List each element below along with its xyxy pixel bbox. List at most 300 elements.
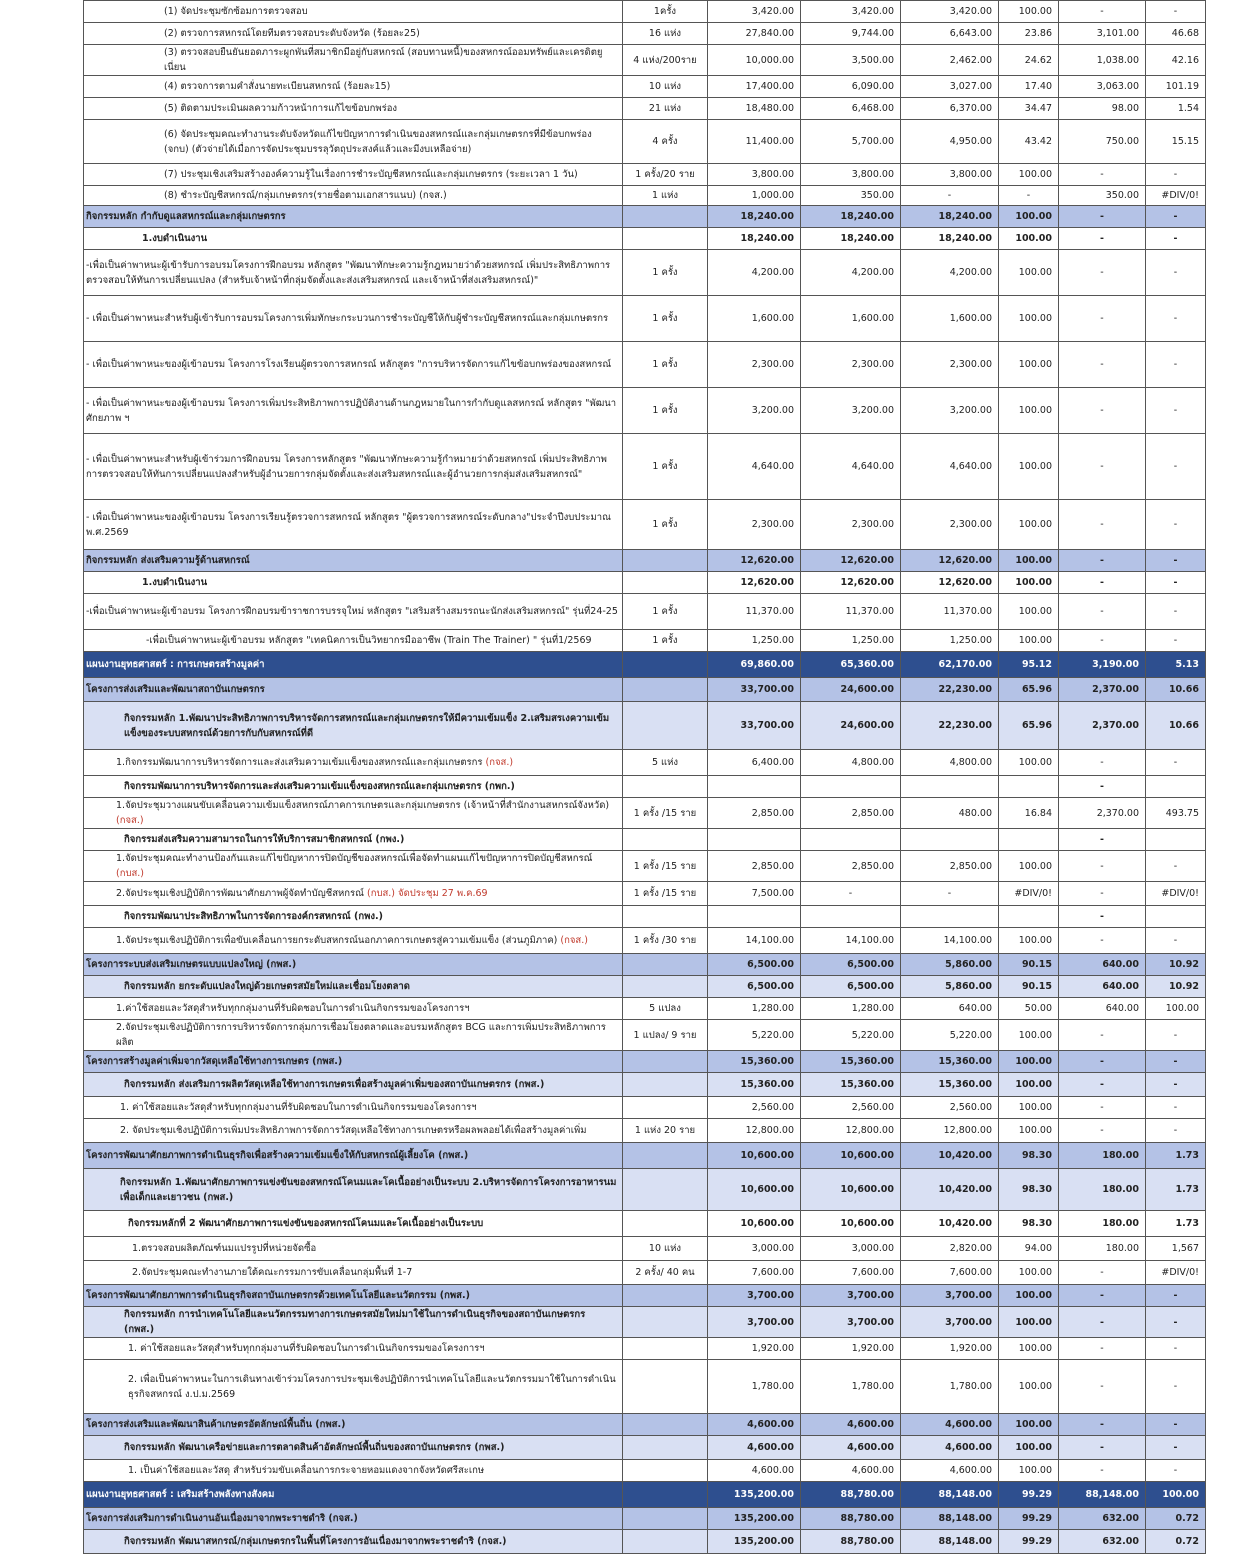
table-row — [84, 630, 1206, 652]
budget-received: 2,300.00 — [801, 500, 901, 550]
table-row — [84, 1169, 1206, 1211]
description-text: (4) ตรวจการตามคำสั่งนายทะเบียนสหกรณ์ (ร้อยละ15) — [164, 81, 391, 92]
budget-allocated: 1,000.00 — [708, 186, 801, 206]
budget-disbursed: 10,420.00 — [901, 1143, 999, 1169]
row-description — [84, 120, 623, 164]
disbursed-percent: 100.00 — [999, 228, 1059, 250]
budget-disbursed: 4,600.00 — [901, 1414, 999, 1436]
budget-disbursed: 88,148.00 — [901, 1530, 999, 1554]
budget-received: 7,600.00 — [801, 1261, 901, 1285]
budget-received: 15,360.00 — [801, 1051, 901, 1073]
target-quantity — [623, 1414, 708, 1436]
description-text: โครงการส่งเสริมและพัฒนาสถาบันเกษตรกร — [86, 684, 265, 695]
table-row — [84, 678, 1206, 702]
row-description — [84, 702, 623, 750]
budget-allocated: 2,300.00 — [708, 500, 801, 550]
budget-received: 4,600.00 — [801, 1460, 901, 1482]
table-row — [84, 250, 1206, 296]
remaining-percent: - — [1146, 1307, 1206, 1338]
budget-allocated: 11,400.00 — [708, 120, 801, 164]
budget-disbursed: 18,240.00 — [901, 228, 999, 250]
target-quantity: 10 แห่ง — [623, 76, 708, 98]
description-text: 2.จัดประชุมเชิงปฏิบัติการพัฒนาศักยภาพผู้จัดทำบัญชีสหกรณ์ — [116, 888, 364, 899]
budget-received: 12,800.00 — [801, 1119, 901, 1143]
target-quantity — [623, 1307, 708, 1338]
budget-disbursed — [901, 906, 999, 928]
row-description — [84, 1414, 623, 1436]
budget-received: 4,200.00 — [801, 250, 901, 296]
budget-allocated: 4,640.00 — [708, 434, 801, 500]
budget-remaining: - — [1059, 164, 1146, 186]
budget-remaining: - — [1059, 228, 1146, 250]
row-description — [84, 296, 623, 342]
budget-allocated: 10,000.00 — [708, 45, 801, 76]
budget-received: 10,600.00 — [801, 1169, 901, 1211]
budget-allocated: 135,200.00 — [708, 1508, 801, 1530]
budget-disbursed: - — [901, 882, 999, 906]
disbursed-percent: 100.00 — [999, 1460, 1059, 1482]
budget-allocated: 3,700.00 — [708, 1285, 801, 1307]
row-description — [84, 1530, 623, 1554]
budget-received: 2,560.00 — [801, 1097, 901, 1119]
target-quantity — [623, 1143, 708, 1169]
budget-remaining: - — [1059, 206, 1146, 228]
budget-remaining: 180.00 — [1059, 1211, 1146, 1237]
budget-allocated — [708, 906, 801, 928]
description-text: กิจกรรมหลัก การนำเทคโนโลยีและนวัตกรรมทางการเกษตรสมัยใหม่มาใช้ในการดำเนินธุรกิจของสถาบันเกษตรกร (กพส.) — [124, 1309, 586, 1335]
target-quantity — [623, 1460, 708, 1482]
budget-allocated: 135,200.00 — [708, 1482, 801, 1508]
budget-remaining: - — [1059, 851, 1146, 882]
remaining-percent: 1.73 — [1146, 1143, 1206, 1169]
budget-received: 3,700.00 — [801, 1285, 901, 1307]
target-quantity — [623, 702, 708, 750]
disbursed-percent: 100.00 — [999, 164, 1059, 186]
budget-remaining: - — [1059, 296, 1146, 342]
disbursed-percent: 100.00 — [999, 206, 1059, 228]
disbursed-percent: #DIV/0! — [999, 882, 1059, 906]
remaining-percent: - — [1146, 1051, 1206, 1073]
disbursed-percent: 65.96 — [999, 702, 1059, 750]
budget-disbursed: 10,420.00 — [901, 1169, 999, 1211]
budget-allocated: 6,400.00 — [708, 750, 801, 776]
row-description — [84, 164, 623, 186]
budget-received: 6,500.00 — [801, 954, 901, 976]
target-quantity — [623, 572, 708, 594]
disbursed-percent: 100.00 — [999, 388, 1059, 434]
budget-allocated: 12,620.00 — [708, 550, 801, 572]
remaining-percent: 0.72 — [1146, 1530, 1206, 1554]
remaining-percent: 10.92 — [1146, 976, 1206, 998]
table-row — [84, 882, 1206, 906]
budget-remaining: 640.00 — [1059, 954, 1146, 976]
row-description — [84, 851, 623, 882]
description-text: โครงการพัฒนาศักยภาพการดำเนินธุรกิจสถาบันเกษตรกรด้วยเทคโนโลยีและนวัตกรรม (กพส.) — [86, 1290, 470, 1301]
remaining-percent: 42.16 — [1146, 45, 1206, 76]
table-row — [84, 120, 1206, 164]
table-row — [84, 851, 1206, 882]
budget-allocated: 2,300.00 — [708, 342, 801, 388]
remaining-percent: - — [1146, 1020, 1206, 1051]
table-row — [84, 750, 1206, 776]
budget-disbursed: 4,600.00 — [901, 1436, 999, 1460]
budget-allocated: 10,600.00 — [708, 1169, 801, 1211]
budget-received: 88,780.00 — [801, 1530, 901, 1554]
budget-remaining: - — [1059, 1, 1146, 23]
description-text: - เพื่อเป็นค่าพาหนะของผู้เข้าอบรม โครงการโรงเรียนผู้ตรวจการสหกรณ์ หลักสูตร "การบริหารจัดการแก้ไขข้อบกพร่องของสหกรณ์ — [86, 359, 612, 370]
table-row — [84, 652, 1206, 678]
description-text: (5) ติดตามประเมินผลความก้าวหน้าการแก้ไขข้อบกพร่อง — [164, 103, 398, 114]
budget-received: 3,420.00 — [801, 1, 901, 23]
table-row — [84, 976, 1206, 998]
budget-remaining: 3,101.00 — [1059, 23, 1146, 45]
disbursed-percent: 100.00 — [999, 250, 1059, 296]
budget-remaining: - — [1059, 594, 1146, 630]
budget-received: 1,600.00 — [801, 296, 901, 342]
budget-disbursed: 2,820.00 — [901, 1237, 999, 1261]
table-row — [84, 594, 1206, 630]
remaining-percent: 10.92 — [1146, 954, 1206, 976]
budget-remaining: - — [1059, 1119, 1146, 1143]
table-row — [84, 1097, 1206, 1119]
disbursed-percent: 99.29 — [999, 1508, 1059, 1530]
remaining-percent: 46.68 — [1146, 23, 1206, 45]
budget-allocated: 10,600.00 — [708, 1143, 801, 1169]
remaining-percent — [1146, 776, 1206, 798]
remaining-percent: - — [1146, 550, 1206, 572]
budget-remaining: 350.00 — [1059, 186, 1146, 206]
table-row — [84, 1, 1206, 23]
table-row — [84, 98, 1206, 120]
budget-remaining: - — [1059, 550, 1146, 572]
disbursed-percent: 100.00 — [999, 550, 1059, 572]
disbursed-percent: 98.30 — [999, 1211, 1059, 1237]
budget-received: 6,090.00 — [801, 76, 901, 98]
row-description — [84, 1436, 623, 1460]
budget-remaining: - — [1059, 1460, 1146, 1482]
budget-received: 2,850.00 — [801, 851, 901, 882]
remaining-percent: - — [1146, 1360, 1206, 1414]
disbursed-percent: 95.12 — [999, 652, 1059, 678]
target-quantity — [623, 206, 708, 228]
row-description — [84, 23, 623, 45]
budget-allocated: 4,600.00 — [708, 1414, 801, 1436]
budget-allocated: 6,500.00 — [708, 976, 801, 998]
remaining-percent: 101.19 — [1146, 76, 1206, 98]
row-description — [84, 882, 623, 906]
disbursed-percent: 100.00 — [999, 594, 1059, 630]
budget-disbursed: 15,360.00 — [901, 1073, 999, 1097]
remaining-percent: #DIV/0! — [1146, 186, 1206, 206]
disbursed-percent: 100.00 — [999, 750, 1059, 776]
budget-received — [801, 776, 901, 798]
description-text: -เพื่อเป็นค่าพาหนะผู้เข้าอบรม หลักสูตร "เทคนิคการเป็นวิทยากรมืออาชีพ (Train The Trainer) " รุ่นที่1/2569 — [146, 635, 592, 646]
disbursed-percent: 100.00 — [999, 1119, 1059, 1143]
row-description — [84, 186, 623, 206]
description-text: 1. ค่าใช้สอยและวัสดุสำหรับทุกกลุ่มงานที่รับผิดชอบในการดำเนินกิจกรรมของโครงการฯ — [128, 1343, 485, 1354]
table-row — [84, 1482, 1206, 1508]
description-text: โครงการส่งเสริมและพัฒนาสินค้าเกษตรอัตลักษณ์พื้นถิ่น (กพส.) — [86, 1419, 346, 1430]
table-row — [84, 1073, 1206, 1097]
description-text: (6) จัดประชุมคณะทำงานระดับจังหวัดแก้ไขปัญหาการดำเนินของสหกรณ์และกลุ่มเกษตรกรที่มีข้อบกพร่อง (จกบ) (ตัวจ่ายได้เมื่อการจัดประชุมบรรลุวัตถุประสงค์แล้วและมีงบเหลือจ่าย) — [164, 128, 592, 155]
table-row — [84, 1119, 1206, 1143]
table-row — [84, 1307, 1206, 1338]
budget-received: 6,468.00 — [801, 98, 901, 120]
budget-disbursed: 3,800.00 — [901, 164, 999, 186]
budget-disbursed: 5,860.00 — [901, 976, 999, 998]
responsible-unit-note: (กจส.) — [557, 935, 588, 946]
budget-disbursed: 4,800.00 — [901, 750, 999, 776]
budget-remaining: 3,063.00 — [1059, 76, 1146, 98]
budget-disbursed: 2,300.00 — [901, 500, 999, 550]
target-quantity — [623, 1508, 708, 1530]
row-description — [84, 976, 623, 998]
table-row — [84, 572, 1206, 594]
disbursed-percent: - — [999, 186, 1059, 206]
row-description — [84, 1, 623, 23]
target-quantity: 2 ครั้ง/ 40 คน — [623, 1261, 708, 1285]
disbursed-percent: 90.15 — [999, 954, 1059, 976]
row-description — [84, 750, 623, 776]
remaining-percent: - — [1146, 250, 1206, 296]
disbursed-percent: 90.15 — [999, 976, 1059, 998]
budget-remaining: - — [1059, 1051, 1146, 1073]
target-quantity — [623, 976, 708, 998]
disbursed-percent: 100.00 — [999, 1414, 1059, 1436]
target-quantity — [623, 906, 708, 928]
budget-received: 24,600.00 — [801, 678, 901, 702]
budget-disbursed: 88,148.00 — [901, 1482, 999, 1508]
table-row — [84, 928, 1206, 954]
budget-disbursed: 12,620.00 — [901, 572, 999, 594]
budget-received: 12,620.00 — [801, 550, 901, 572]
budget-allocated: 1,600.00 — [708, 296, 801, 342]
budget-allocated: 18,240.00 — [708, 228, 801, 250]
row-description — [84, 630, 623, 652]
disbursed-percent: 50.00 — [999, 998, 1059, 1020]
description-text: กิจกรรมหลัก ยกระดับแปลงใหญ่ด้วยเกษตรสมัยใหม่และเชื่อมโยงตลาด — [124, 981, 410, 992]
target-quantity: 1 แห่ง 20 ราย — [623, 1119, 708, 1143]
target-quantity — [623, 1436, 708, 1460]
budget-remaining: - — [1059, 388, 1146, 434]
remaining-percent: 1.73 — [1146, 1211, 1206, 1237]
budget-allocated: 5,220.00 — [708, 1020, 801, 1051]
description-text: โครงการสร้างมูลค่าเพิ่มจากวัสดุเหลือใช้ทางการเกษตร (กพส.) — [86, 1056, 343, 1067]
row-description — [84, 928, 623, 954]
description-text: กิจกรรมพัฒนาการบริหารจัดการและส่งเสริมความเข้มแข็งของสหกรณ์และกลุ่มเกษตรกร (กพก.) — [124, 781, 515, 792]
table-row — [84, 702, 1206, 750]
description-text: กิจกรรมพัฒนาประสิทธิภาพในการจัดการองค์กรสหกรณ์ (กพง.) — [124, 911, 383, 922]
table-row — [84, 1360, 1206, 1414]
budget-received: 11,370.00 — [801, 594, 901, 630]
budget-received: - — [801, 882, 901, 906]
disbursed-percent: 100.00 — [999, 572, 1059, 594]
row-description — [84, 45, 623, 76]
budget-disbursed: 5,860.00 — [901, 954, 999, 976]
remaining-percent: - — [1146, 594, 1206, 630]
row-description — [84, 652, 623, 678]
budget-remaining: - — [1059, 500, 1146, 550]
budget-allocated: 14,100.00 — [708, 928, 801, 954]
budget-received: 15,360.00 — [801, 1073, 901, 1097]
budget-disbursed: 12,800.00 — [901, 1119, 999, 1143]
budget-allocated: 10,600.00 — [708, 1211, 801, 1237]
budget-disbursed: 3,420.00 — [901, 1, 999, 23]
table-row — [84, 500, 1206, 550]
budget-remaining: - — [1059, 750, 1146, 776]
description-text: - เพื่อเป็นค่าพาหนะสำหรับผู้เข้าร่วมการฝึกอบรม โครงการหลักสูตร "พัฒนาทักษะความรู้กำหมายว่าด้วยสหกรณ์ เพิ่มประสิทธิภาพการตรวจสอบให้ทันการเปลี่ยนแปลงสำหรับผู้อำนวยการกลุ่มจัดตั้งและส่งเสริมสหกรณ์และผู้อำนวยการกลุ่มส่งเสริมสหกรณ์" — [86, 453, 607, 480]
description-text: -เพื่อเป็นค่าพาหนะผู้เข้ารับการอบรมโครงการฝึกอบรม หลักสูตร "พัฒนาทักษะความรู้กฎหมายว่าด้วยสหกรณ์ เพิ่มประสิทธิภาพการตรวจสอบให้ทันการเปลี่ยนแปลง (สำหรับเจ้าหน้าที่กลุ่มจัดตั้งและส่งเสริมสหกรณ์ และเจ้าหน้าที่ส่งเสริมสหกรณ์)" — [86, 259, 611, 286]
remaining-percent: 15.15 — [1146, 120, 1206, 164]
disbursed-percent — [999, 776, 1059, 798]
remaining-percent: 1.73 — [1146, 1169, 1206, 1211]
description-text: กิจกรรมหลัก 1.พัฒนาศักยภาพการแข่งขันของสหกรณ์โคนมและโคเนื้ออย่างเป็นระบบ 2.บริหารจัดการโครงการอาหารนมเพื่อเด็กและเยาวชน (กพส.) — [120, 1176, 617, 1203]
description-text: กิจกรรมหลักที่ 2 พัฒนาศักยภาพการแข่งขันของสหกรณ์โคนมและโคเนื้ออย่างเป็นระบบ — [128, 1218, 484, 1229]
budget-received: 350.00 — [801, 186, 901, 206]
budget-remaining: - — [1059, 1097, 1146, 1119]
budget-disbursed: 2,300.00 — [901, 342, 999, 388]
description-text: 1. เป็นค่าใช้สอยและวัสดุ สำหรับร่วมขับเคลื่อนการกระจายหอมแดงจากจังหวัดศรีสะเกษ — [128, 1465, 485, 1476]
disbursed-percent: 24.62 — [999, 45, 1059, 76]
disbursed-percent: 100.00 — [999, 1261, 1059, 1285]
row-description — [84, 388, 623, 434]
row-description — [84, 1285, 623, 1307]
budget-remaining: - — [1059, 250, 1146, 296]
budget-allocated: 2,850.00 — [708, 851, 801, 882]
row-description — [84, 1119, 623, 1143]
disbursed-percent: 100.00 — [999, 296, 1059, 342]
description-text: (8) ชำระบัญชีสหกรณ์/กลุ่มเกษตรกร(รายชื่อตามเอกสารแนบ) (กจส.) — [164, 190, 447, 201]
target-quantity: 1 แห่ง — [623, 186, 708, 206]
row-description — [84, 1307, 623, 1338]
budget-disbursed: 22,230.00 — [901, 678, 999, 702]
row-description — [84, 1020, 623, 1051]
remaining-percent: - — [1146, 1460, 1206, 1482]
target-quantity — [623, 1097, 708, 1119]
row-description — [84, 1261, 623, 1285]
row-description — [84, 98, 623, 120]
remaining-percent: - — [1146, 388, 1206, 434]
description-text: 1.งบดำเนินงาน — [142, 233, 208, 244]
target-quantity: 1 ครั้ง /15 ราย — [623, 882, 708, 906]
target-quantity — [623, 1360, 708, 1414]
budget-allocated: 3,800.00 — [708, 164, 801, 186]
budget-received: 14,100.00 — [801, 928, 901, 954]
budget-received — [801, 906, 901, 928]
disbursed-percent: 100.00 — [999, 1285, 1059, 1307]
budget-allocated: 27,840.00 — [708, 23, 801, 45]
budget-allocated: 12,800.00 — [708, 1119, 801, 1143]
budget-disbursed: 1,920.00 — [901, 1338, 999, 1360]
budget-disbursed: 10,420.00 — [901, 1211, 999, 1237]
budget-disbursed: 640.00 — [901, 998, 999, 1020]
target-quantity — [623, 1285, 708, 1307]
remaining-percent: - — [1146, 296, 1206, 342]
target-quantity: 1ครั้ง — [623, 1, 708, 23]
disbursed-percent: 100.00 — [999, 1, 1059, 23]
budget-remaining: - — [1059, 906, 1146, 928]
table-row — [84, 1211, 1206, 1237]
budget-disbursed: 6,370.00 — [901, 98, 999, 120]
budget-remaining: - — [1059, 1073, 1146, 1097]
responsible-unit-note: (กบส.) จัดประชุม 27 พ.ค.69 — [363, 888, 488, 899]
remaining-percent: - — [1146, 1, 1206, 23]
budget-disbursed: 1,600.00 — [901, 296, 999, 342]
target-quantity: 1 ครั้ง — [623, 250, 708, 296]
budget-allocated: 17,400.00 — [708, 76, 801, 98]
disbursed-percent: 98.30 — [999, 1143, 1059, 1169]
budget-received: 24,600.00 — [801, 702, 901, 750]
budget-remaining: - — [1059, 1338, 1146, 1360]
remaining-percent: 1,567 — [1146, 1237, 1206, 1261]
table-row — [84, 76, 1206, 98]
row-description — [84, 206, 623, 228]
target-quantity: 1 ครั้ง — [623, 630, 708, 652]
budget-received: 3,000.00 — [801, 1237, 901, 1261]
description-text: 1.จัดประชุมวางแผนขับเคลื่อนความเข้มแข็งสหกรณ์ภาคการเกษตรและกลุ่มเกษตรกร (เจ้าหน้าที่สำนักงานสหกรณ์จังหวัด) — [116, 800, 610, 811]
description-text: (2) ตรวจการสหกรณ์โดยทีมตรวจสอบระดับจังหวัด (ร้อยละ25) — [164, 28, 420, 39]
description-text: 1.ค่าใช้สอยและวัสดุสำหรับทุกกลุ่มงานที่รับผิดชอบในการดำเนินกิจกรรมของโครงการฯ — [116, 1003, 470, 1014]
budget-received: 1,780.00 — [801, 1360, 901, 1414]
budget-remaining: - — [1059, 1414, 1146, 1436]
budget-disbursed: - — [901, 186, 999, 206]
remaining-percent: - — [1146, 1073, 1206, 1097]
target-quantity: 1 ครั้ง — [623, 296, 708, 342]
remaining-percent: - — [1146, 750, 1206, 776]
remaining-percent: - — [1146, 572, 1206, 594]
disbursed-percent: 100.00 — [999, 500, 1059, 550]
budget-remaining: - — [1059, 342, 1146, 388]
budget-disbursed: 14,100.00 — [901, 928, 999, 954]
target-quantity: 1 ครั้ง /15 ราย — [623, 851, 708, 882]
budget-disbursed: 5,220.00 — [901, 1020, 999, 1051]
budget-allocated: 4,600.00 — [708, 1460, 801, 1482]
budget-remaining: - — [1059, 1360, 1146, 1414]
remaining-percent: #DIV/0! — [1146, 882, 1206, 906]
budget-allocated: 15,360.00 — [708, 1073, 801, 1097]
disbursed-percent: 100.00 — [999, 1073, 1059, 1097]
row-description — [84, 342, 623, 388]
budget-allocated: 15,360.00 — [708, 1051, 801, 1073]
budget-allocated: 18,480.00 — [708, 98, 801, 120]
description-text: 2. จัดประชุมเชิงปฏิบัติการเพิ่มประสิทธิภาพการจัดการวัสดุเหลือใช้ทางการเกษตรหรือผลพลอยได้เพื่อสร้างมูลค่าเพิ่ม — [120, 1125, 587, 1136]
row-description — [84, 250, 623, 296]
budget-disbursed: 3,700.00 — [901, 1307, 999, 1338]
target-quantity — [623, 954, 708, 976]
table-row — [84, 798, 1206, 829]
table-row — [84, 388, 1206, 434]
table-row — [84, 1460, 1206, 1482]
budget-disbursed: 2,462.00 — [901, 45, 999, 76]
budget-allocated — [708, 829, 801, 851]
table-row — [84, 1051, 1206, 1073]
disbursed-percent: 16.84 — [999, 798, 1059, 829]
budget-allocated: 69,860.00 — [708, 652, 801, 678]
budget-received: 1,250.00 — [801, 630, 901, 652]
disbursed-percent: 100.00 — [999, 342, 1059, 388]
target-quantity: 5 แห่ง — [623, 750, 708, 776]
description-text: -เพื่อเป็นค่าพาหนะผู้เข้าอบรม โครงการฝึกอบรมข้าราชการบรรจุใหม่ หลักสูตร "เสริมสร้างสมรรถนะนักส่งเสริมสหกรณ์" รุ่นที่24-25 — [86, 606, 618, 617]
disbursed-percent — [999, 829, 1059, 851]
remaining-percent: 1.54 — [1146, 98, 1206, 120]
budget-received: 6,500.00 — [801, 976, 901, 998]
target-quantity: 16 แห่ง — [623, 23, 708, 45]
budget-remaining: - — [1059, 1307, 1146, 1338]
description-text: กิจกรรมหลัก พัฒนาสหกรณ์/กลุ่มเกษตรกรในพื้นที่โครงการอันเนื่องมาจากพระราชดำริ (กจส.) — [124, 1536, 507, 1547]
remaining-percent: 493.75 — [1146, 798, 1206, 829]
target-quantity: 1 ครั้ง — [623, 500, 708, 550]
description-text: กิจกรรมส่งเสริมความสามารถในการให้บริการสมาชิกสหกรณ์ (กพง.) — [124, 834, 405, 845]
